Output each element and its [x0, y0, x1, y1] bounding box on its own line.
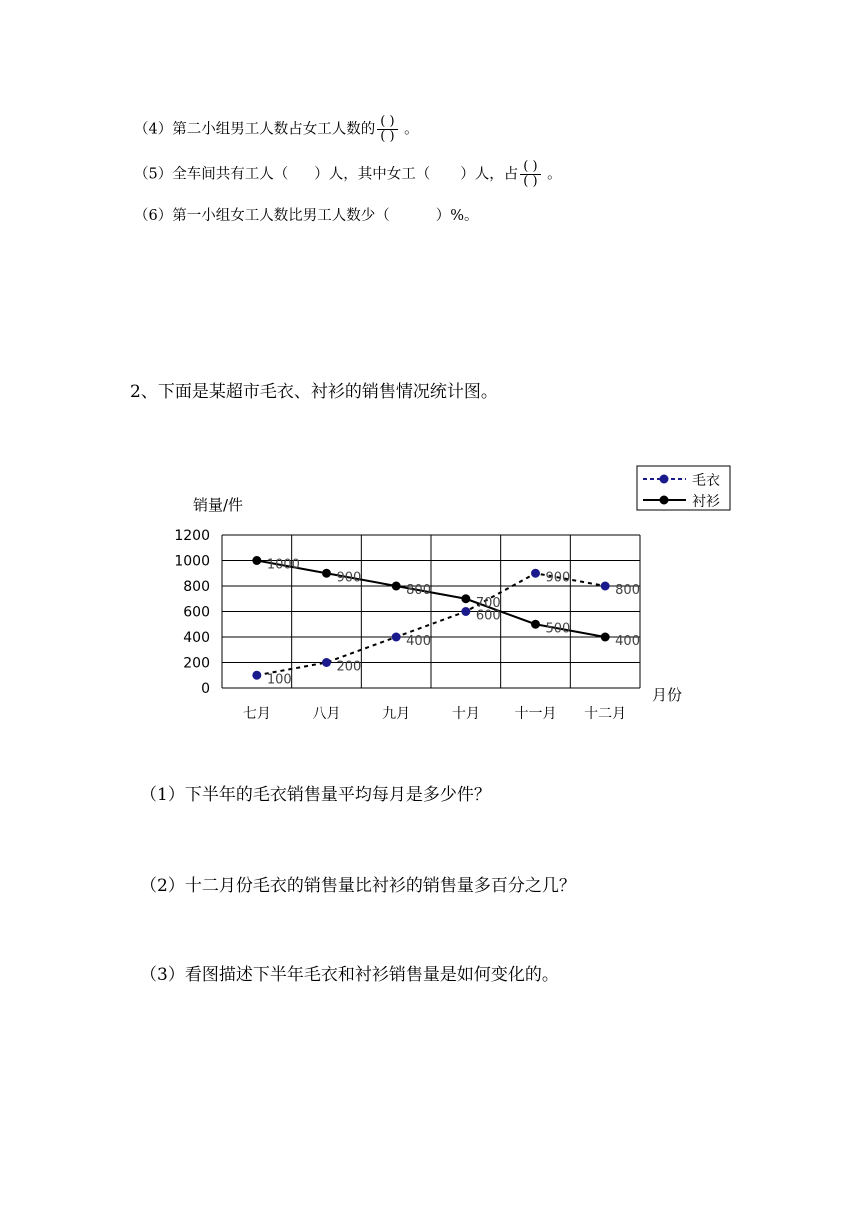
question-5 — [134, 160, 562, 189]
fraction-numerator: ( ) — [377, 115, 397, 130]
y-tick-label: 200 — [183, 655, 210, 672]
section-2-title: 2、下面是某超市毛衣、衬衫的销售情况统计图。 — [130, 382, 498, 402]
data-point — [252, 671, 261, 680]
question-6-suffix: ）%。 — [435, 208, 479, 224]
data-point — [461, 607, 470, 616]
x-tick-label: 十二月 — [584, 706, 627, 720]
data-point — [322, 658, 331, 667]
fraction-denominator: ( ) — [523, 174, 538, 189]
data-label: 500 — [545, 621, 571, 637]
legend-label-sweater: 毛衣 — [692, 473, 720, 489]
y-tick-label: 600 — [183, 604, 210, 621]
question-6-text: （6）第一小组女工人数比男工人数少（ — [134, 208, 390, 224]
y-tick-label: 1200 — [174, 528, 210, 544]
data-point — [322, 569, 331, 578]
question-2-3: （3）看图描述下半年毛衣和衬衫销售量是如何变化的。 — [140, 965, 559, 985]
data-label: 800 — [615, 583, 640, 598]
data-labels — [267, 558, 640, 688]
fraction-denominator: ( ) — [380, 129, 395, 144]
y-tick-label: 800 — [183, 579, 210, 595]
legend-marker-sweater — [660, 475, 669, 484]
question-2-2: （2）十二月份毛衣的销售量比衬衫的销售量多百分之几？ — [140, 876, 576, 896]
data-point — [252, 556, 261, 565]
legend-marker-shirt — [660, 496, 669, 505]
fraction-blank — [520, 160, 540, 189]
data-label: 700 — [475, 595, 501, 611]
x-tick-label: 十月 — [451, 706, 480, 720]
y-axis-label: 销量/件 — [193, 496, 244, 514]
x-tick-label: 九月 — [382, 706, 411, 720]
fraction-numerator: ( ) — [520, 160, 540, 175]
x-tick-label: 十一月 — [514, 706, 557, 720]
x-tick-label: 八月 — [312, 706, 341, 720]
data-point — [392, 582, 401, 591]
sales-line-chart — [0, 460, 860, 720]
data-point — [601, 582, 610, 591]
data-label: 900 — [545, 570, 571, 586]
y-axis-ticks — [174, 528, 210, 697]
data-label: 200 — [336, 659, 362, 675]
data-point — [392, 633, 401, 642]
question-6 — [134, 204, 479, 225]
question-4-text: （4）第二小组男工人数占女工人数的 — [134, 121, 376, 138]
y-tick-label: 400 — [183, 630, 210, 646]
data-point — [531, 620, 540, 629]
data-point — [531, 569, 540, 578]
y-tick-label: 0 — [201, 681, 210, 697]
legend — [637, 466, 730, 510]
question-5-part3: ）人，占 — [460, 166, 519, 183]
fraction-blank — [377, 115, 397, 144]
data-label: 800 — [406, 583, 431, 598]
x-axis-ticks — [243, 706, 626, 720]
legend-label-shirt: 衬衫 — [692, 494, 720, 510]
question-5-suffix: 。 — [542, 166, 562, 183]
data-point — [461, 594, 470, 603]
question-4 — [134, 115, 419, 144]
data-label: 600 — [475, 608, 501, 624]
question-5-part1: （5）全车间共有工人（ — [134, 166, 289, 183]
data-label: 400 — [615, 634, 640, 649]
y-tick-label: 1000 — [174, 553, 210, 570]
data-label: 100 — [266, 672, 292, 688]
data-label: 400 — [406, 634, 431, 649]
x-axis-label: 月份 — [652, 686, 683, 704]
x-tick-label: 七月 — [242, 706, 271, 720]
data-point — [601, 633, 610, 642]
question-5-part2: ）人，其中女工（ — [314, 166, 431, 183]
data-label: 1000 — [266, 557, 300, 573]
data-label: 900 — [336, 570, 362, 586]
question-4-suffix: 。 — [399, 121, 419, 138]
question-2-1: （1）下半年的毛衣销售量平均每月是多少件？ — [140, 785, 491, 805]
